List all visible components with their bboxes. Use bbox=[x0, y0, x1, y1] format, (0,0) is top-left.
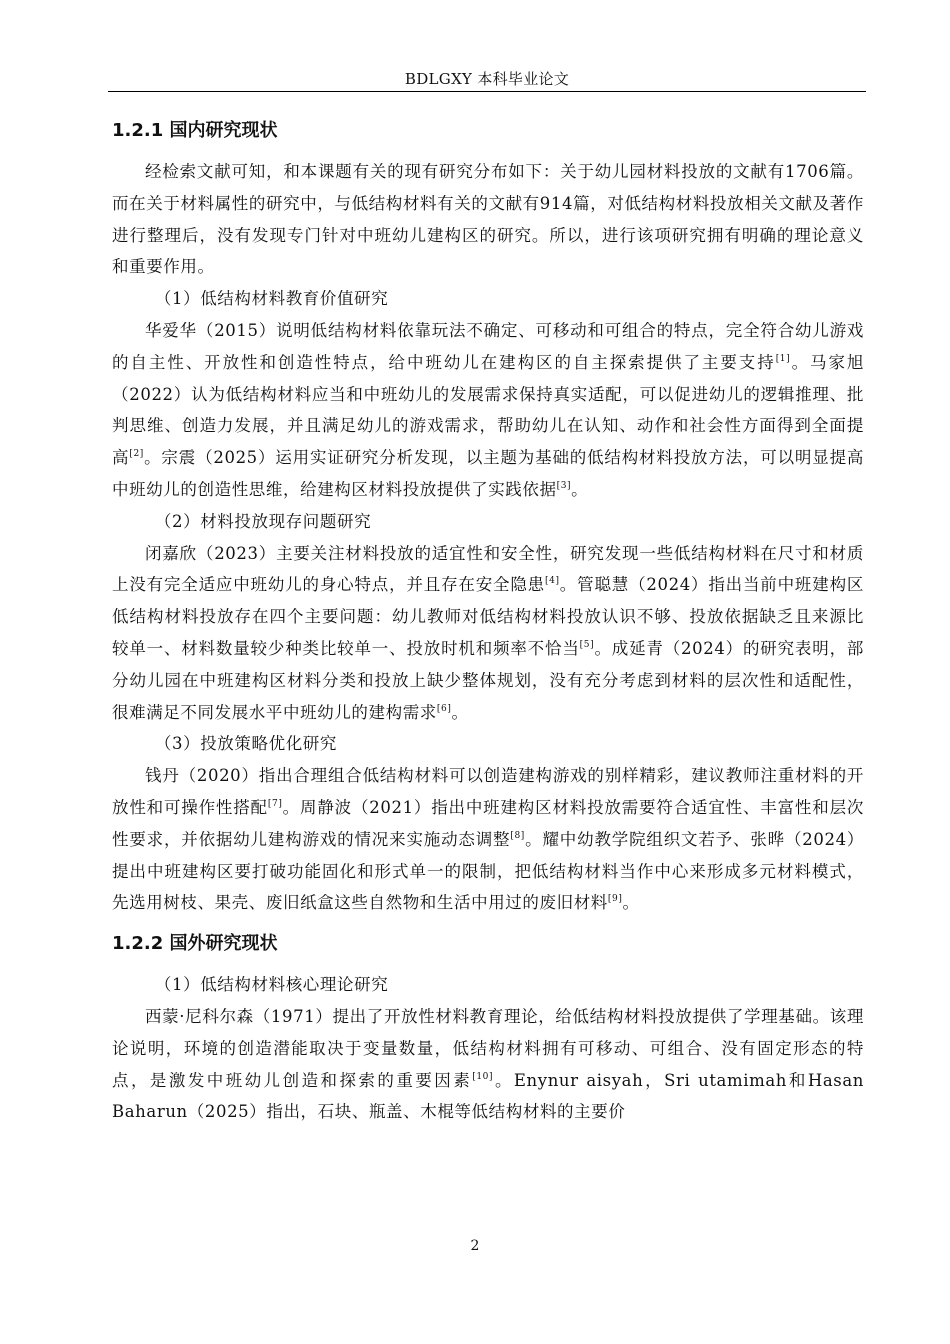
citation-marker: [6] bbox=[436, 703, 452, 714]
body-paragraph bbox=[112, 538, 864, 729]
text-run: 。马家旭（2022）认为低结构材料应当和中班幼儿的发展需求保持真实适配，可以促进幼儿的逻辑推理、批判思维、创造力发展，并且满足幼儿的游戏需求，帮助幼儿在认知、动作和社会性方面得到全面提高 bbox=[112, 352, 864, 468]
page-number: 2 bbox=[470, 1238, 480, 1254]
header-divider bbox=[108, 91, 866, 92]
text-run: 。 bbox=[622, 893, 640, 913]
text-run: 。耀中幼教学院组织文若予、张晔（2024）提出中班建构区要打破功能固化和形式单一的限制，把低结构材料当作中心来形成多元材料模式，先选用树枝、果壳、废旧纸盒这些自然物和生活中用过的废旧材料 bbox=[112, 829, 864, 913]
citation-marker: [3] bbox=[556, 480, 572, 491]
running-header: BDLGXY 本科毕业论文 bbox=[404, 70, 570, 88]
subsection-title: （2）材料投放现存问题研究 bbox=[154, 511, 372, 531]
citation-marker: [10] bbox=[472, 1071, 494, 1082]
text-run: 。宗震（2025）运用实证研究分析发现，以主题为基础的低结构材料投放方法，可以明显提高中班幼儿的创造性思维，给建构区材料投放提供了实践依据 bbox=[112, 448, 864, 499]
section-heading: 1.2.1 国内研究现状 bbox=[112, 120, 278, 141]
text-run: 。成延青（2024）的研究表明，部分幼儿园在中班建构区材料分类和投放上缺少整体规划，没有充分考虑到材料的层次性和适配性，很难满足不同发展水平中班幼儿的建构需求 bbox=[112, 638, 864, 722]
subsection-title: （3）投放策略优化研究 bbox=[154, 734, 337, 754]
body-paragraph bbox=[112, 1001, 864, 1128]
body-paragraph bbox=[112, 760, 864, 919]
text-run: 钱丹（2020）指出合理组合低结构材料可以创造建构游戏的别样精彩，建议教师注重材料的开放性和可操作性搭配 bbox=[112, 766, 864, 817]
subsection-title: （1）低结构材料核心理论研究 bbox=[154, 975, 389, 995]
text-run: 。周静波（2021）指出中班建构区材料投放需要符合适宜性、丰富性和层次性要求，并依据幼儿建构游戏的情况来实施动态调整 bbox=[112, 797, 864, 849]
document-body bbox=[112, 110, 864, 1128]
citation-marker: [8] bbox=[510, 830, 525, 841]
subsection-title: （1）低结构材料教育价值研究 bbox=[154, 289, 389, 309]
text-run: 闭嘉欣（2023）主要关注材料投放的适宜性和安全性，研究发现一些低结构材料在尺寸和材质上没有完全适应中班幼儿的身心特点，并且存在安全隐患 bbox=[112, 543, 864, 595]
citation-marker: [5] bbox=[579, 639, 595, 650]
section-heading: 1.2.2 国外研究现状 bbox=[112, 933, 278, 955]
body-paragraph bbox=[112, 315, 864, 506]
text-run: 。Enynur aisyah，Sri utamimah和Hasan Baharun（2025）指出，石块、瓶盖、木棍等低结构材料的主要价 bbox=[112, 1070, 865, 1122]
text-run: 西蒙·尼科尔森（1971）提出了开放性材料教育理论，给低结构材料投放提供了学理基础。该理论说明，环境的创造潜能取决于变量数量，低结构材料拥有可移动、可组合、没有固定形态的特点，是激发中班幼儿创造和探索的重要因素 bbox=[112, 1006, 864, 1090]
citation-marker: [7] bbox=[267, 798, 283, 809]
text-run: 。 bbox=[571, 479, 589, 499]
text-run: 。管聪慧（2024）指出当前中班建构区低结构材料投放存在四个主要问题：幼儿教师对低结构材料投放认识不够、投放依据缺乏且来源比较单一、材料数量较少种类比较单一、投放时机和频率不恰当 bbox=[112, 575, 864, 658]
citation-marker: [1] bbox=[775, 353, 791, 364]
citation-marker: [9] bbox=[607, 894, 623, 905]
text-run: 华爱华（2015）说明低结构材料依靠玩法不确定、可移动和可组合的特点，完全符合幼儿游戏的自主性、开放性和创造性特点，给中班幼儿在建构区的自主探索提供了主要支持 bbox=[112, 320, 864, 372]
citation-marker: [4] bbox=[545, 576, 560, 587]
body-paragraph: 经检索文献可知，和本课题有关的现有研究分布如下：关于幼儿园材料投放的文献有1706篇。而在关于材料属性的研究中，与低结构材料有关的文献有914篇，对低结构材料投放相关文献及著作进行整理后，没有发现专门针对中班幼儿建构区的研究。所以，进行该项研究拥有明确的理论意义和重要作用。 bbox=[112, 162, 864, 277]
text-run: 。 bbox=[451, 702, 469, 722]
citation-marker: [2] bbox=[129, 449, 144, 460]
